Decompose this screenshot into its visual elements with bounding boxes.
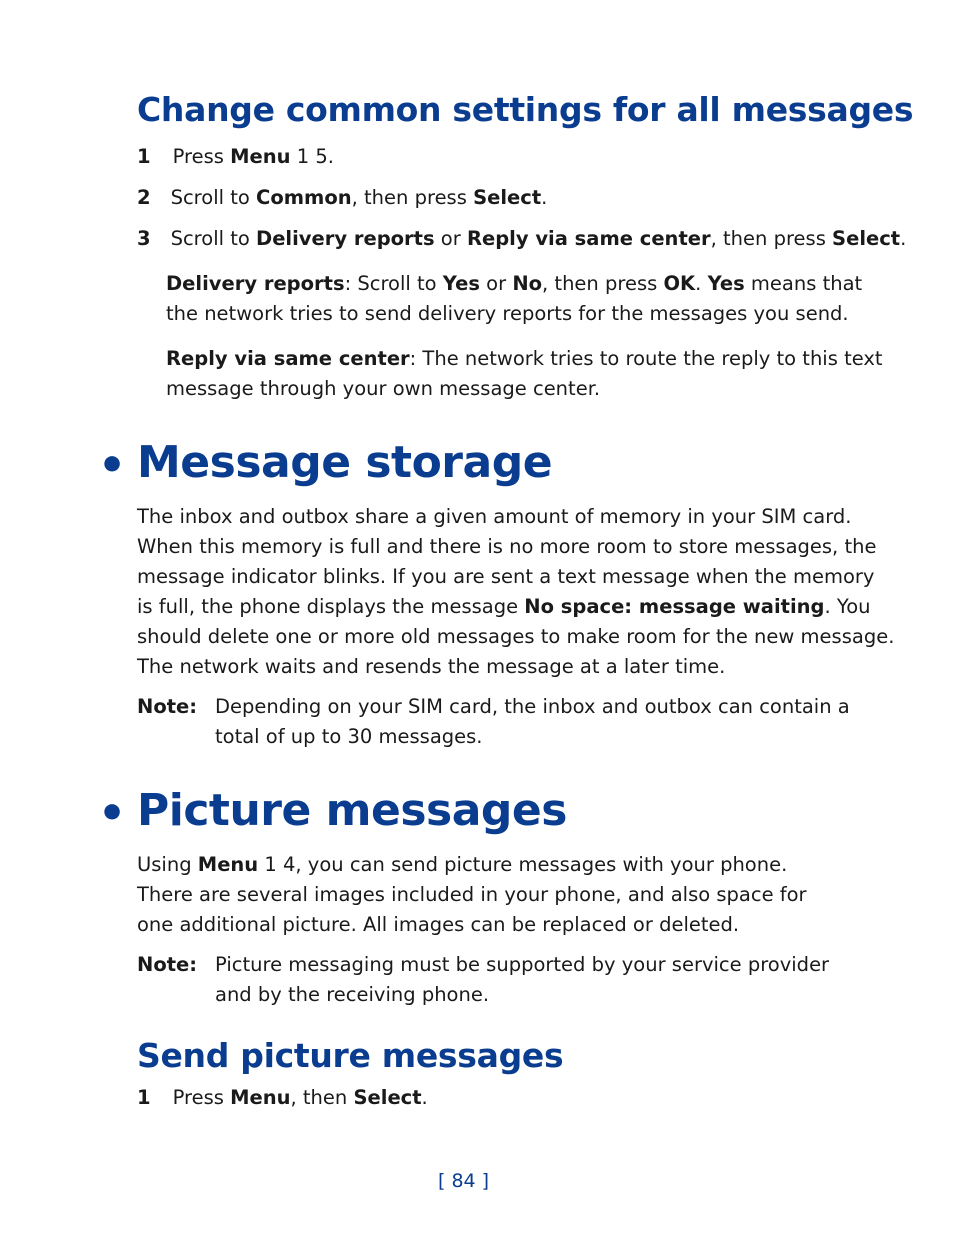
reply-via-paragraph <box>166 344 883 404</box>
step-text: , then press <box>351 186 474 209</box>
paragraph-line <box>137 850 807 880</box>
select-keyword: Select <box>832 227 901 250</box>
text: : The network tries to route the reply to this text <box>409 347 883 370</box>
reply-via-keyword: Reply via same center <box>466 227 711 250</box>
note-text <box>215 692 850 752</box>
term: OK <box>663 272 696 295</box>
step-number: 3 <box>137 227 151 250</box>
paragraph-line: The network waits and resends the message at a later time. <box>137 655 726 678</box>
text: . <box>695 272 708 295</box>
step-text: Scroll to <box>170 227 257 250</box>
text: Using <box>137 853 198 876</box>
text: . You <box>824 595 871 618</box>
bullet-icon: • <box>98 788 127 839</box>
step-3 <box>137 224 906 254</box>
reply-line-1 <box>166 344 883 374</box>
step-text: . <box>900 227 907 250</box>
note-line: Depending on your SIM card, the inbox and outbox can contain a <box>215 695 850 718</box>
note-label-text: Note: <box>137 695 198 718</box>
text: 1 4, you can send picture messages with your phone. <box>258 853 788 876</box>
step-2 <box>137 183 547 213</box>
note-label-text: Note: <box>137 953 198 976</box>
section-heading-message-storage: Message storage <box>137 437 553 488</box>
paragraph-line: message indicator blinks. If you are sent a text message when the memory <box>137 565 875 588</box>
step-text: . <box>541 186 548 209</box>
message-storage-paragraph <box>137 502 894 682</box>
paragraph-line: should delete one or more old messages to make room for the new message. <box>137 625 895 648</box>
delivery-line-1 <box>166 269 862 299</box>
text: Press <box>172 1086 231 1109</box>
text: , then <box>290 1086 354 1109</box>
text: means that <box>744 272 863 295</box>
paragraph-line: When this memory is full and there is no more room to store messages, the <box>137 535 877 558</box>
paragraph-line: one additional picture. All images can be replaced or deleted. <box>137 913 740 936</box>
step-1 <box>137 1083 428 1113</box>
text: is full, the phone displays the message <box>137 595 525 618</box>
text: . <box>421 1086 428 1109</box>
term: Yes <box>442 272 480 295</box>
step-number: 1 <box>137 145 151 168</box>
term: No <box>512 272 543 295</box>
delivery-line-2: the network tries to send delivery reports for the messages you send. <box>166 302 849 325</box>
note-text <box>215 950 829 1010</box>
text: or <box>479 272 513 295</box>
step-number: 2 <box>137 186 151 209</box>
note-line: and by the receiving phone. <box>215 983 490 1006</box>
step-text: Scroll to <box>170 186 257 209</box>
select-keyword: Select <box>473 186 542 209</box>
text: : Scroll to <box>344 272 443 295</box>
menu-keyword: Menu <box>230 145 291 168</box>
term: Yes <box>707 272 745 295</box>
menu-keyword: Menu <box>230 1086 291 1109</box>
reply-line-2: message through your own message center. <box>166 377 601 400</box>
page-number: [ 84 ] <box>438 1170 490 1192</box>
section-heading-send-picture-messages: Send picture messages <box>137 1036 564 1075</box>
section-heading-common-settings: Change common settings for all messages <box>137 90 914 129</box>
note-line: total of up to 30 messages. <box>215 725 483 748</box>
step-text: Press <box>172 145 231 168</box>
term: Reply via same center <box>166 347 410 370</box>
delivery-reports-keyword: Delivery reports <box>256 227 435 250</box>
step-text: 1 5. <box>290 145 334 168</box>
paragraph-line <box>137 592 894 622</box>
term: Delivery reports <box>166 272 345 295</box>
delivery-reports-paragraph <box>166 269 862 329</box>
common-keyword: Common <box>256 186 352 209</box>
term: Menu <box>197 853 259 876</box>
text: , then press <box>542 272 664 295</box>
step-text: or <box>434 227 467 250</box>
note-label <box>137 692 197 722</box>
step-text: , then press <box>710 227 833 250</box>
bullet-icon: • <box>98 440 127 491</box>
note-label <box>137 950 197 980</box>
select-keyword: Select <box>353 1086 422 1109</box>
paragraph-line: The inbox and outbox share a given amount of memory in your SIM card. <box>137 505 852 528</box>
note-line: Picture messaging must be supported by your service provider <box>215 953 830 976</box>
paragraph-line: There are several images included in your phone, and also space for <box>137 883 807 906</box>
step-number: 1 <box>137 1086 151 1109</box>
picture-messages-paragraph <box>137 850 807 940</box>
section-heading-picture-messages: Picture messages <box>137 785 567 836</box>
step-1 <box>137 142 334 172</box>
term: No space: message waiting <box>524 595 825 618</box>
